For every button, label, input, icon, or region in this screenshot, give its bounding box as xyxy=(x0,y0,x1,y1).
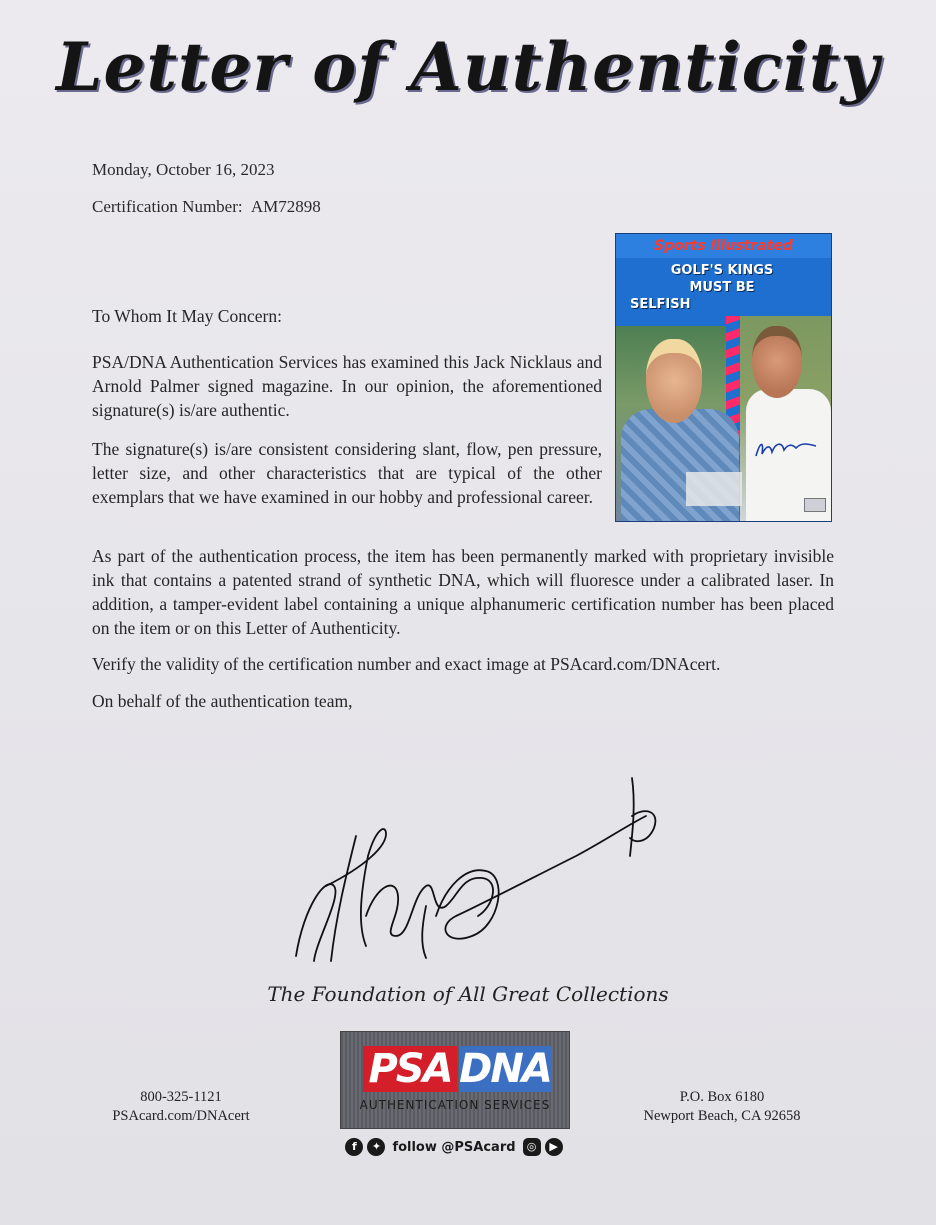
follow-text: follow @PSAcard xyxy=(392,1139,516,1155)
letter-title: Letter of Authenticity xyxy=(56,28,880,106)
city-address: Newport Beach, CA 92658 xyxy=(643,1108,801,1124)
authenticator-signature xyxy=(286,766,666,976)
social-follow xyxy=(340,1136,568,1158)
letter-date: Monday, October 16, 2023 xyxy=(92,160,275,179)
cert-number: AM72898 xyxy=(250,197,321,216)
paragraph-verify: Verify the validity of the certification number and exact image at PSAcard.com/DNAcert. xyxy=(92,654,721,674)
logo-subtitle: AUTHENTICATION SERVICES xyxy=(359,1098,551,1112)
magazine-autograph xyxy=(752,434,820,464)
cover-line: SELFISH xyxy=(630,297,691,312)
logo-psa: PSA xyxy=(363,1046,457,1092)
youtube-icon: ▶ xyxy=(545,1138,563,1156)
golfer-right-face xyxy=(752,326,802,398)
certification-number-line xyxy=(92,197,321,217)
paragraph-process: As part of the authentication process, the item has been permanently marked with proprietary invisible ink that contains a patented strand of synthetic DNA, which will fluoresce under a calibrated laser. In addition, a tamper-evident label containing a unique alphanumeric certification number has been placed on the item or on this Letter of Authenticity. xyxy=(92,546,834,638)
contact-right xyxy=(632,1088,812,1126)
golfer-left-face xyxy=(646,339,702,423)
paragraph-examination: PSA/DNA Authentication Services has examined this Jack Nicklaus and Arnold Palmer signed magazine. In our opinion, the aforementioned signature(s) is/are authentic. xyxy=(92,352,602,420)
paragraph-closing: On behalf of the authentication team, xyxy=(92,691,353,711)
magazine-masthead: Sports Illustrated xyxy=(616,234,831,258)
cover-line: GOLF'S KINGS xyxy=(670,263,774,278)
po-box: P.O. Box 6180 xyxy=(679,1089,765,1105)
magazine-address-label xyxy=(686,472,742,506)
facebook-icon: f xyxy=(345,1138,363,1156)
website: PSAcard.com/DNAcert xyxy=(112,1108,250,1124)
cover-line: MUST BE xyxy=(689,280,755,295)
cert-label: Certification Number: xyxy=(92,197,243,216)
logo-dna: DNA xyxy=(459,1046,551,1092)
twitter-icon: ✦ xyxy=(367,1138,385,1156)
magazine-psa-sticker xyxy=(804,498,826,512)
magazine-photo xyxy=(615,233,832,522)
instagram-icon: ◎ xyxy=(523,1138,541,1156)
phone-number: 800-325-1121 xyxy=(140,1089,222,1105)
paragraph-consistency: The signature(s) is/are consistent considering slant, flow, pen pressure, letter size, and other characteristics that are typical of the other exemplars that we have examined in our hobby and professional career. xyxy=(92,439,602,507)
psa-dna-logo xyxy=(340,1031,570,1129)
contact-left xyxy=(96,1088,266,1126)
salutation: To Whom It May Concern: xyxy=(92,306,282,326)
tagline: The Foundation of All Great Collections xyxy=(267,982,669,1006)
magazine-cover-lines xyxy=(622,262,822,313)
